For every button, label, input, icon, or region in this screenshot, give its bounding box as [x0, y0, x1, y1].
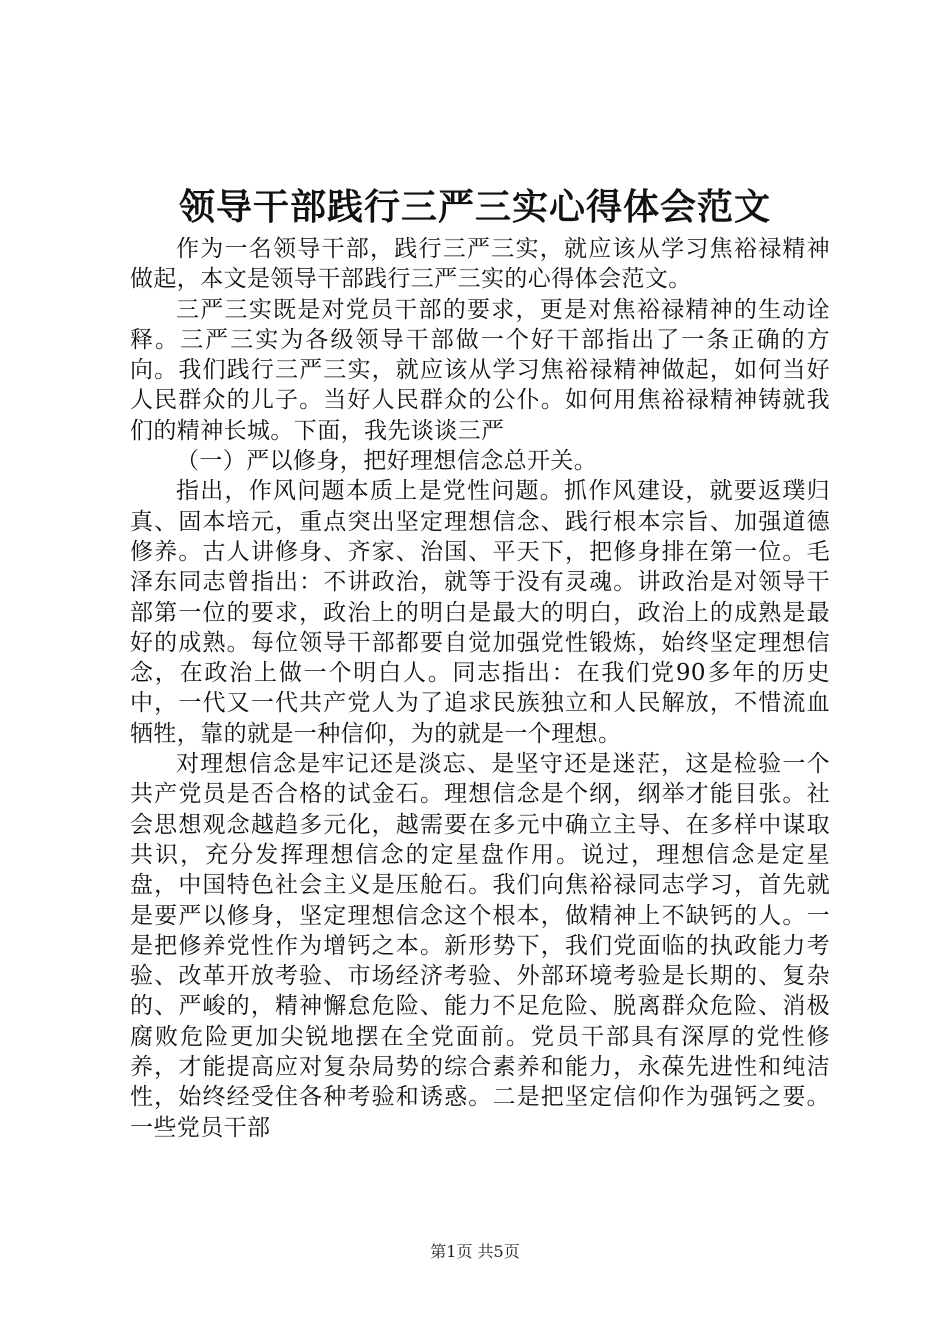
paragraph-cultivation: 指出，作风问题本质上是党性问题。抓作风建设，就要返璞归真、固本培元，重点突出坚定理想信念、践行根本宗旨、加强道德修养。古人讲修身、齐家、治国、平天下，把修身排在第一位。毛泽东同志曾指出：不讲政治，就等于没有灵魂。讲政治是对领导干部第一位的要求，政治上的明白是最大的明白，政治上的成熟是最好的成熟。每位领导干部都要自觉加强党性锻炼，始终坚定理想信念，在政治上做一个明白人。同志指出：在我们党90多年的历史中，一代又一代共产党人为了追求民族独立和人民解放，不惜流血牺牲，靠的就是一种信仰，为的就是一个理想。 [130, 478, 830, 747]
section-heading: （一）严以修身，把好理想信念总开关。 [176, 448, 598, 475]
document-body [130, 234, 830, 1143]
paragraph-ideals: 对理想信念是牢记还是淡忘、是坚守还是迷茫，这是检验一个共产党员是否合格的试金石。理想信念是个纲，纲举才能目张。社会思想观念越趋多元化，越需要在多元中确立主导、在多样中谋取共识，充分发挥理想信念的定星盘作用。说过，理想信念是定星盘，中国特色社会主义是压舱石。我们向焦裕禄同志学习，首先就是要严以修身，坚定理想信念这个根本，做精神上不缺钙的人。一是把修养党性作为增钙之本。新形势下，我们党面临的执政能力考验、改革开放考验、市场经济考验、外部环境考验是长期的、复杂的、严峻的，精神懈怠危险、能力不足危险、脱离群众危险、消极腐败危险更加尖锐地摆在全党面前。党员干部具有深厚的党性修养，才能提高应对复杂局势的综合素养和能力，永葆先进性和纯洁性，始终经受住各种考验和诱惑。二是把坚定信仰作为强钙之要。一些党员干部 [130, 751, 830, 1141]
paragraph-intro: 作为一名领导干部，践行三严三实，就应该从学习焦裕禄精神做起，本文是领导干部践行三严三实的心得体会范文。 [130, 236, 830, 293]
page-number-footer: 第1页 共5页 [430, 1242, 520, 1261]
paragraph-overview: 三严三实既是对党员干部的要求，更是对焦裕禄精神的生动诠释。三严三实为各级领导干部做一个好干部指出了一条正确的方向。我们践行三严三实，就应该从学习焦裕禄精神做起，如何当好人民群众的儿子。当好人民群众的公仆。如何用焦裕禄精神铸就我们的精神长城。下面，我先谈谈三严 [130, 296, 830, 444]
document-title: 领导干部践行三严三实心得体会范文 [178, 186, 771, 228]
